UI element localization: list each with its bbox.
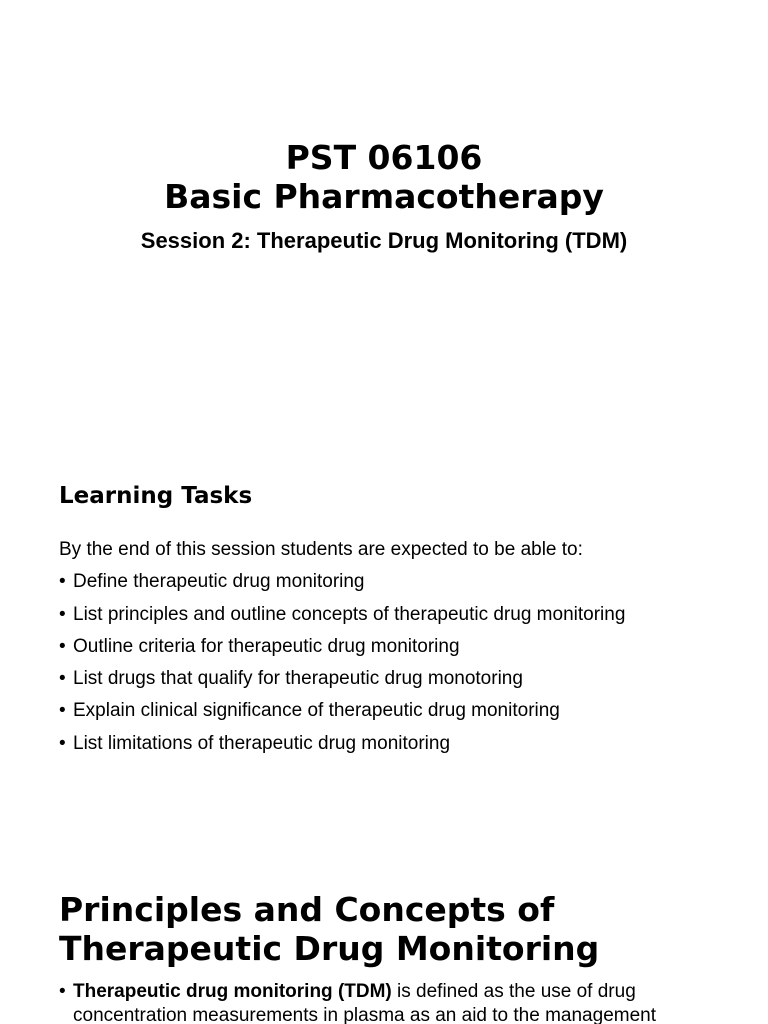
list-item: • List principles and outline concepts of therapeutic drug monitoring — [59, 599, 749, 631]
course-code: PST 06106 — [285, 138, 483, 177]
principles-list — [59, 980, 749, 1024]
list-item: • List drugs that qualify for therapeutic drug monotoring — [59, 663, 749, 695]
tdm-definition: is defined as the use of drug concentration measurements in plasma as an aid to the management — [73, 981, 656, 1024]
principles-heading — [59, 890, 749, 968]
list-item: • Define therapeutic drug monitoring — [59, 566, 749, 598]
session-title: Session 2: Therapeutic Drug Monitoring (TDM) — [140, 228, 628, 253]
learning-tasks-heading: Learning Tasks — [59, 483, 253, 509]
course-title: Basic Pharmacotherapy — [164, 177, 604, 216]
principles-heading-line2: Therapeutic Drug Monitoring — [59, 929, 600, 968]
learning-tasks-intro: By the end of this session students are expected to be able to: — [59, 539, 583, 560]
list-item — [59, 980, 749, 1024]
list-item: • Outline criteria for therapeutic drug monitoring — [59, 631, 749, 663]
learning-tasks-list — [59, 566, 749, 760]
principles-heading-line1: Principles and Concepts of — [59, 890, 555, 929]
list-item: • List limitations of therapeutic drug monitoring — [59, 728, 749, 760]
title-slide — [0, 138, 768, 256]
tdm-term: Therapeutic drug monitoring (TDM) — [73, 981, 392, 1002]
learning-tasks-slide — [59, 480, 749, 760]
principles-slide — [59, 890, 749, 1024]
list-item: • Explain clinical significance of therapeutic drug monitoring — [59, 695, 749, 727]
